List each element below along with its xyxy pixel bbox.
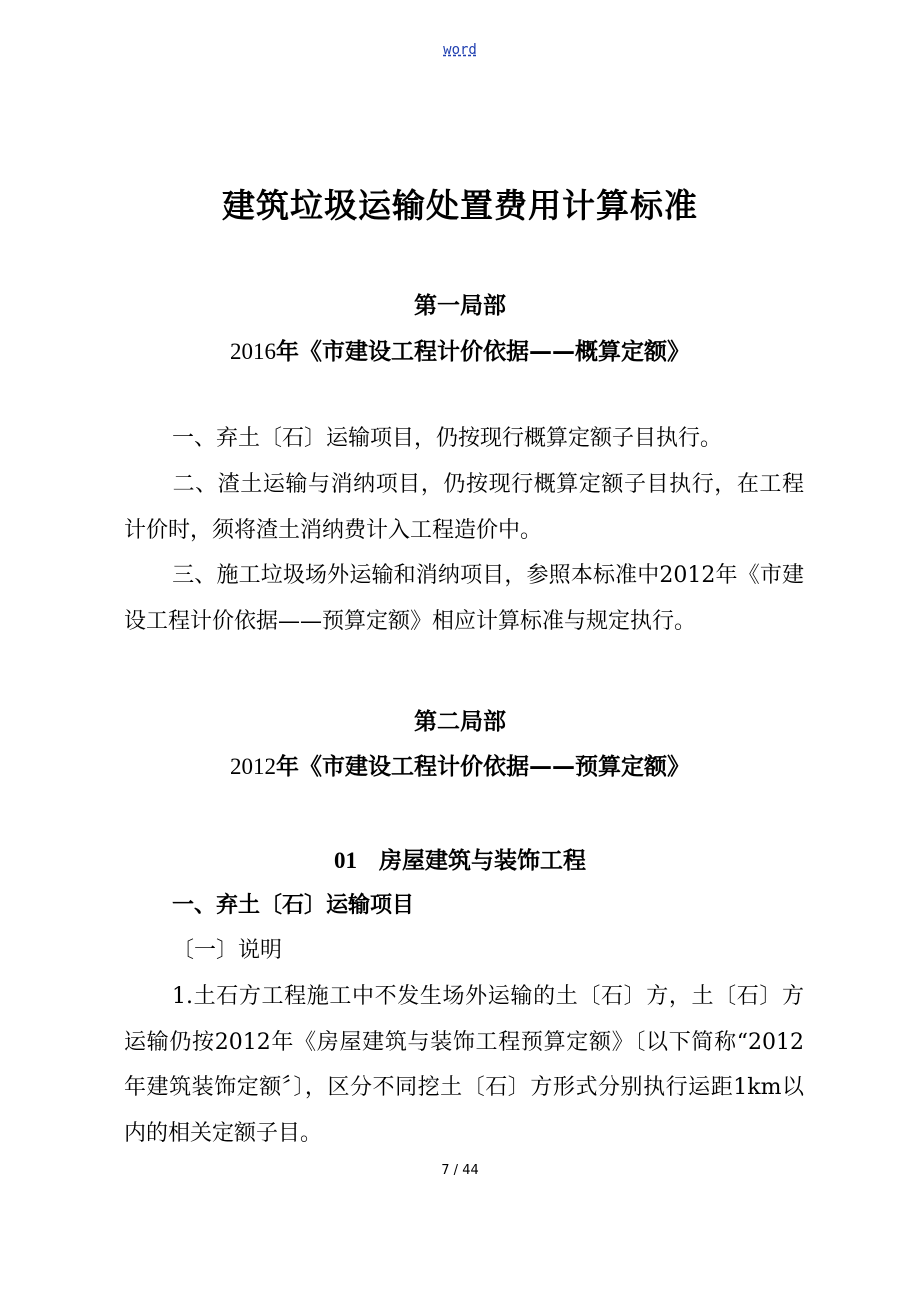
section-title: 房屋建筑与装饰工程 [379,848,586,874]
part1-item-3-text: 三、施工垃圾场外运输和消纳项目，参照本标准中2012年《市建设工程计价依据——预算定额》相应计算标准与规定执行。 [124,563,804,634]
part1-item-2-text: 二、渣土运输与消纳项目，仍按现行概算定额子目执行，在工程计价时，须将渣土消纳费计入工程造价中。 [124,472,804,543]
part1-item-3 [124,553,804,644]
part2-subtitle-year: 2012 [230,754,276,779]
body-paragraph [124,974,804,1156]
page-separator: / [449,1163,463,1178]
part2-heading: 第二局部 [414,709,506,735]
part1-heading: 第一局部 [414,293,506,319]
page-number [0,1163,920,1178]
part2-subtitle [0,748,920,781]
part1-subtitle-year: 2016 [230,339,276,364]
part1-item-2 [124,462,804,553]
sub-heading: 一、弃土〔石〕运输项目 [172,893,415,918]
part2-subtitle-text: 年《市建设工程计价依据——预算定额》 [276,754,690,780]
part1-item-1-text: 一、弃土〔石〕运输项目，仍按现行概算定额子目执行。 [172,426,723,451]
document-title: 建筑垃圾运输处置费用计算标准 [222,186,698,225]
part1-subtitle-text: 年《市建设工程计价依据——概算定额》 [276,339,690,365]
part1-item-1 [124,416,804,462]
page-total: 44 [462,1163,479,1178]
note-label: 〔一〕说明 [172,938,283,963]
body-paragraph-text: 1.土石方工程施工中不发生场外运输的土〔石〕方，土〔石〕方运输仍按2012年《房屋建筑与装饰工程预算定额》〔以下简称“2012年建筑装饰定额〞〕，区分不同挖土〔石〕方形式分别执行运距1km以内的相关定额子目。 [124,984,804,1146]
page-current: 7 [441,1163,450,1178]
section-heading [0,842,920,875]
part1-subtitle [0,333,920,366]
header-word-link[interactable]: word [443,42,477,58]
section-code: 01 [334,848,357,873]
